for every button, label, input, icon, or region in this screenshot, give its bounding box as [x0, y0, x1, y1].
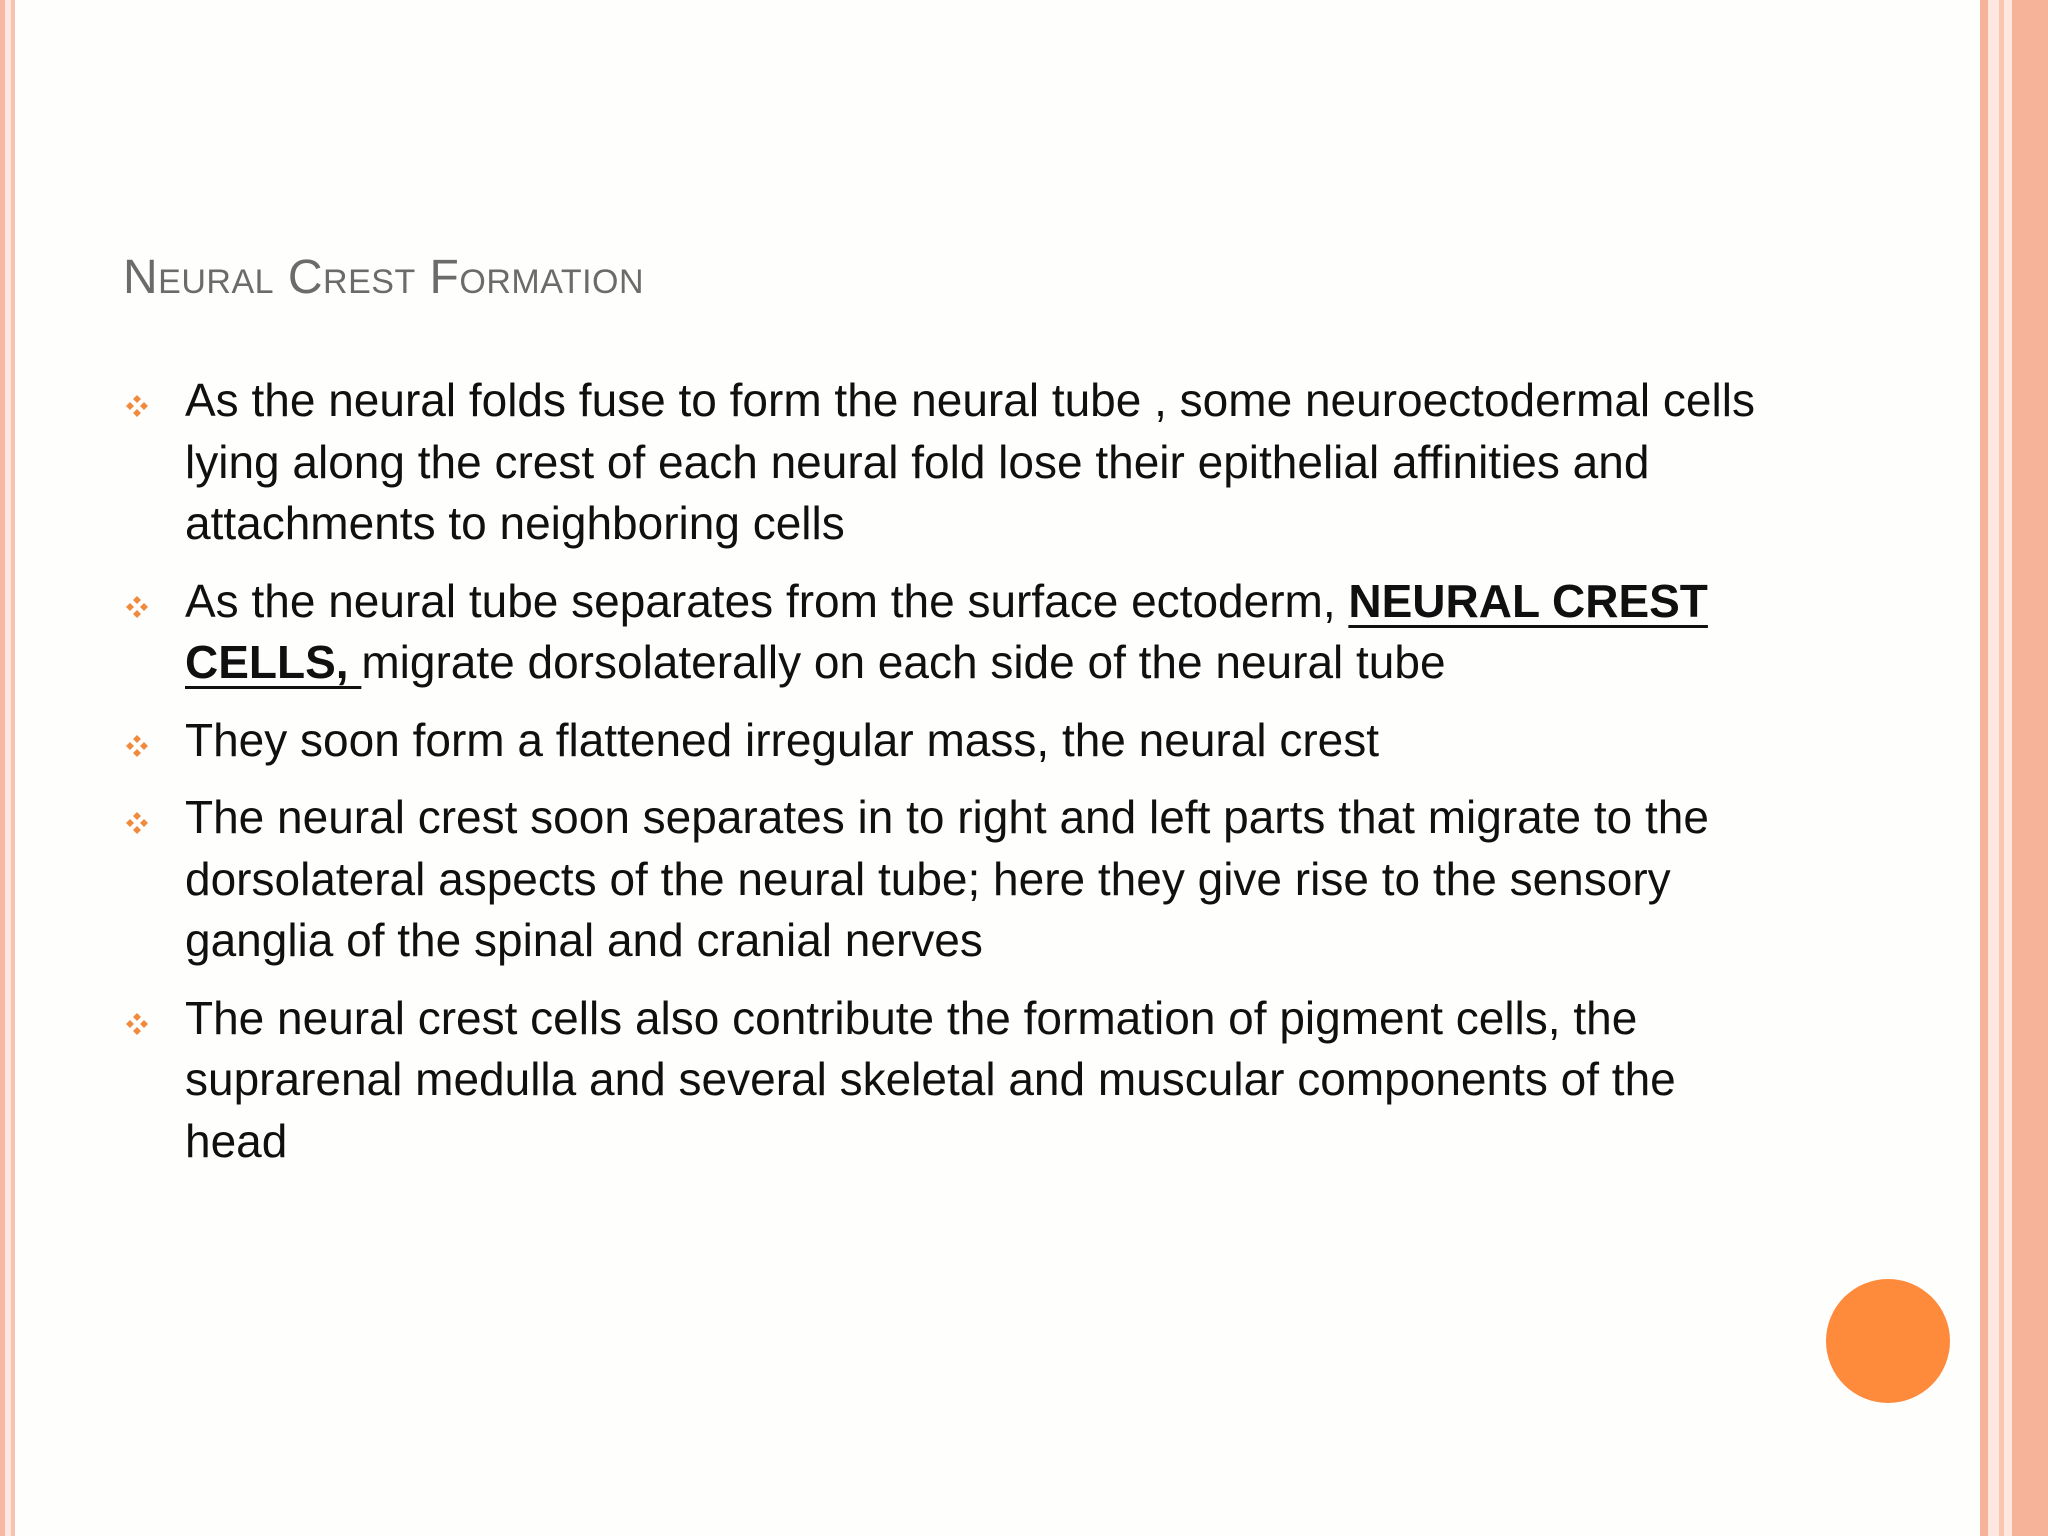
left-border-stripe [0, 0, 20, 1536]
orange-accent-circle [1826, 1279, 1950, 1403]
four-diamond-bullet-icon [123, 392, 151, 420]
right-border-stripes [1968, 0, 2048, 1536]
four-diamond-bullet-icon [123, 732, 151, 760]
bullet-item [123, 370, 1763, 555]
bullet-item [123, 710, 1763, 772]
bullet-text: They soon form a flattened irregular mass, the neural crest [185, 713, 1380, 766]
four-diamond-bullet-icon [123, 809, 151, 837]
bullet-text-after: migrate dorsolaterally on each side of the neural tube [361, 636, 1446, 688]
bullet-item [123, 787, 1763, 972]
slide-title: Neural Crest Formation [123, 251, 645, 304]
cells-emphasis: CELLS, [185, 636, 362, 688]
bullet-text: The neural crest soon separates in to right and left parts that migrate to the dorsolateral aspects of the neural tube; here they give rise to the sensory ganglia of the spinal and cranial nerves [185, 791, 1709, 966]
bullet-item [123, 571, 1763, 694]
neural-crest-emphasis: NEURAL CREST [1348, 574, 1708, 627]
bullet-item [123, 988, 1763, 1173]
bullet-list [123, 370, 1763, 1188]
bullet-text-before: As the neural tube separates from the surface ectoderm, [185, 574, 1349, 627]
four-diamond-bullet-icon [123, 593, 151, 621]
four-diamond-bullet-icon [123, 1010, 151, 1038]
bullet-text: The neural crest cells also contribute the formation of pigment cells, the suprarenal medulla and several skeletal and muscular components of the head [185, 991, 1676, 1167]
bullet-text: As the neural folds fuse to form the neural tube , some neuroectodermal cells lying along the crest of each neural fold lose their epithelial affinities and attachments to neighboring cells [185, 374, 1755, 549]
